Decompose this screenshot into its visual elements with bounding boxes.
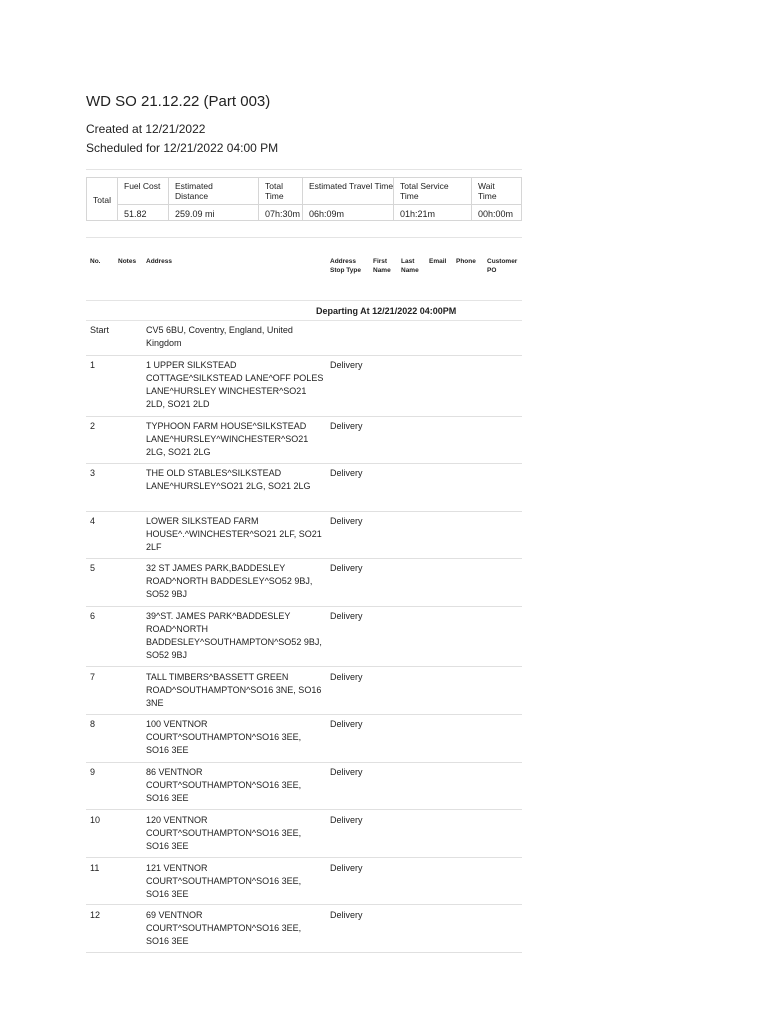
stop-type: Delivery — [330, 360, 363, 370]
stop-type: Delivery — [330, 815, 363, 825]
col-header-email: Email — [429, 258, 447, 265]
stop-address: 32 ST JAMES PARK,BADDESLEY ROAD^NORTH BADDESLEY^SO52 9BJ, SO52 9BJ — [146, 563, 313, 599]
stop-address: 120 VENTNOR COURT^SOUTHAMPTON^SO16 3EE, SO16 3EE — [146, 815, 302, 851]
row-divider — [86, 809, 522, 810]
summary-table — [86, 177, 522, 221]
col-header-phone: Phone — [456, 258, 476, 265]
stop-number: 1 — [90, 360, 96, 370]
divider — [86, 320, 522, 321]
col-header-notes: Notes — [118, 258, 137, 265]
summary-col-service-time — [393, 178, 471, 220]
col-header-address: Address — [146, 258, 173, 265]
col-header-no: No. — [90, 258, 101, 265]
summary-value: 00h:00m — [478, 209, 514, 219]
row-divider — [86, 606, 522, 607]
divider — [86, 169, 522, 170]
stop-type: Delivery — [330, 421, 363, 431]
summary-header: Estimated Travel Time — [309, 181, 394, 191]
stop-number: 7 — [90, 672, 96, 682]
summary-value: 01h:21m — [400, 209, 436, 219]
summary-total-label: Total — [93, 195, 111, 205]
summary-col-wait-time — [471, 178, 521, 220]
created-date: Created at 12/21/2022 — [86, 122, 206, 136]
summary-header: Total Time — [265, 181, 284, 201]
stop-number: 11 — [90, 863, 100, 873]
divider — [86, 237, 522, 238]
stop-number: 8 — [90, 719, 96, 729]
col-header-customer-po: Customer PO — [487, 258, 518, 274]
divider — [86, 300, 522, 301]
row-divider — [86, 857, 522, 858]
stop-type: Delivery — [330, 563, 363, 573]
col-header-last-name: Last Name — [401, 258, 419, 274]
summary-header: Total Service Time — [400, 181, 449, 201]
summary-col-fuel-cost — [117, 178, 168, 220]
stop-address: 39^ST. JAMES PARK^BADDESLEY ROAD^NORTH BADDESLEY^SOUTHAMPTON^SO52 9BJ, SO52 9BJ — [146, 611, 322, 660]
stop-address: 100 VENTNOR COURT^SOUTHAMPTON^SO16 3EE, SO16 3EE — [146, 719, 302, 755]
stop-number: 6 — [90, 611, 96, 621]
row-divider — [86, 558, 522, 559]
stop-type: Delivery — [330, 672, 363, 682]
route-title: WD SO 21.12.22 (Part 003) — [86, 93, 271, 110]
col-header-stop-type: Address Stop Type — [330, 258, 361, 274]
row-divider — [86, 904, 522, 905]
stop-type: Delivery — [330, 863, 363, 873]
summary-value: 06h:09m — [309, 209, 345, 219]
row-divider — [86, 511, 522, 512]
summary-header: Estimated Distance — [175, 181, 213, 201]
stop-address: 121 VENTNOR COURT^SOUTHAMPTON^SO16 3EE, SO16 3EE — [146, 863, 302, 899]
col-header-first-name: First Name — [373, 258, 391, 274]
stop-number: 3 — [90, 468, 96, 478]
stop-number: 5 — [90, 563, 96, 573]
stop-type: Delivery — [330, 516, 363, 526]
row-divider — [86, 416, 522, 417]
stop-address: TALL TIMBERS^BASSETT GREEN ROAD^SOUTHAMPTON^SO16 3NE, SO16 3NE — [146, 672, 322, 708]
summary-col-travel-time — [302, 178, 393, 220]
stop-number: Start — [90, 325, 110, 335]
stop-address: 69 VENTNOR COURT^SOUTHAMPTON^SO16 3EE, SO16 3EE — [146, 910, 302, 946]
summary-header: Wait Time — [478, 181, 497, 201]
row-divider — [86, 714, 522, 715]
stop-number: 12 — [90, 910, 101, 920]
scheduled-date: Scheduled for 12/21/2022 04:00 PM — [86, 141, 279, 155]
summary-total-cell — [87, 178, 117, 220]
stop-type: Delivery — [330, 910, 363, 920]
stop-number: 4 — [90, 516, 96, 526]
stop-address: TYPHOON FARM HOUSE^SILKSTEAD LANE^HURSLEY^WINCHESTER^SO21 2LG, SO21 2LG — [146, 421, 309, 457]
summary-value: 259.09 mi — [175, 209, 215, 219]
stop-address: 86 VENTNOR COURT^SOUTHAMPTON^SO16 3EE, SO16 3EE — [146, 767, 302, 803]
row-divider — [86, 666, 522, 667]
row-divider — [86, 762, 522, 763]
stop-number: 2 — [90, 421, 96, 431]
stop-address: CV5 6BU, Coventry, England, United Kingdom — [146, 325, 293, 348]
stop-type: Delivery — [330, 719, 363, 729]
row-divider — [86, 952, 522, 953]
stop-number: 9 — [90, 767, 96, 777]
row-divider — [86, 355, 522, 356]
stop-type: Delivery — [330, 767, 363, 777]
departing-label: Departing At 12/21/2022 04:00PM — [316, 306, 457, 316]
summary-value: 51.82 — [124, 209, 147, 219]
summary-value: 07h:30m — [265, 209, 301, 219]
stop-number: 10 — [90, 815, 101, 825]
stop-address: LOWER SILKSTEAD FARM HOUSE^.^WINCHESTER^SO21 2LF, SO21 2LF — [146, 516, 322, 552]
row-divider — [86, 463, 522, 464]
stop-type: Delivery — [330, 468, 363, 478]
summary-col-distance — [168, 178, 258, 220]
stop-address: 1 UPPER SILKSTEAD COTTAGE^SILKSTEAD LANE^OFF POLES LANE^HURSLEY WINCHESTER^SO21 2LD, SO21 2LD — [146, 360, 324, 409]
stop-type: Delivery — [330, 611, 363, 621]
stop-address: THE OLD STABLES^SILKSTEAD LANE^HURSLEY^SO21 2LG, SO21 2LG — [146, 468, 311, 491]
summary-col-total-time — [258, 178, 302, 220]
summary-header: Fuel Cost — [124, 181, 161, 191]
